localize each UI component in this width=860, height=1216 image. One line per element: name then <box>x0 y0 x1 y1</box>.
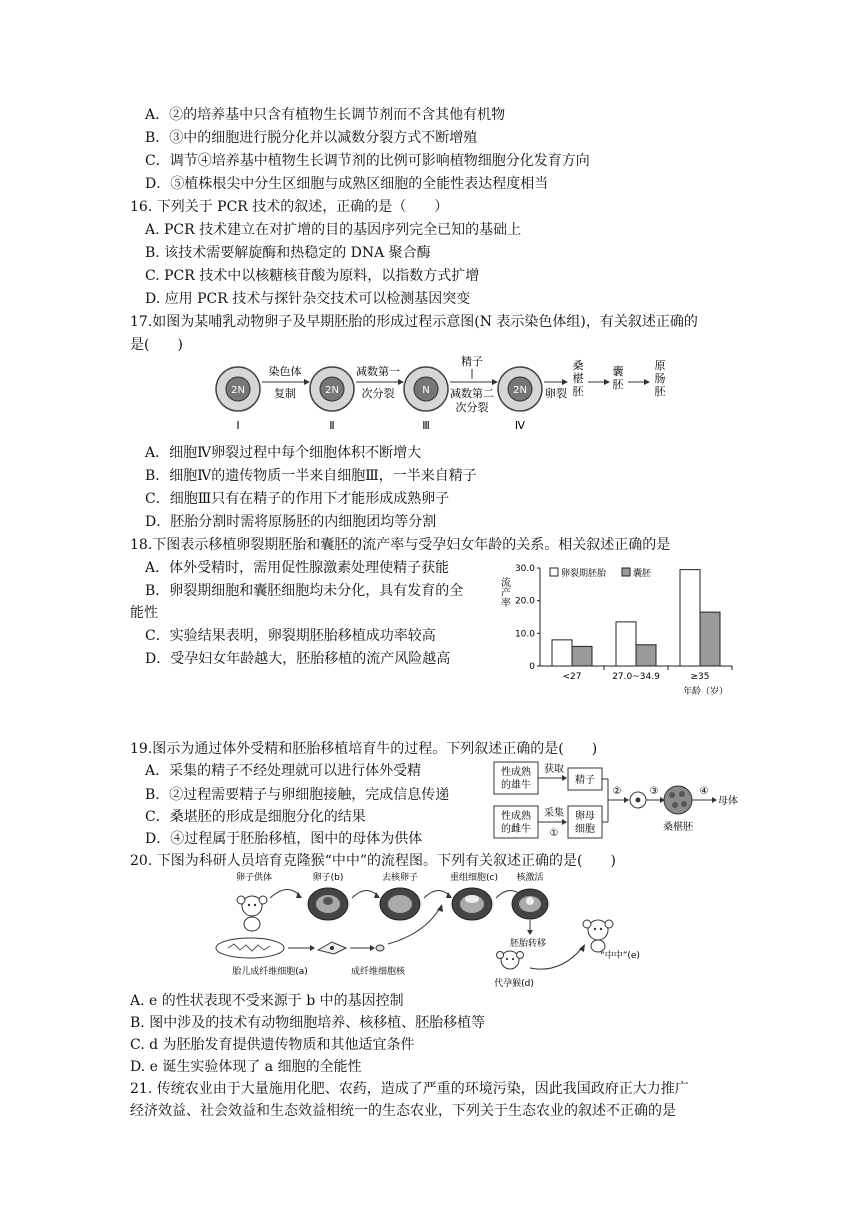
q17-stem-cont: 是( ) <box>130 337 183 353</box>
bar-卵裂期胚胎-<27 <box>552 640 572 666</box>
morula-char-1: 桑 <box>572 359 584 372</box>
y-tick-label: 0 <box>529 662 535 672</box>
legend-swatch-1 <box>622 568 630 576</box>
arrow2-top: 减数第一 <box>356 365 400 378</box>
svg-text:细胞: 细胞 <box>575 824 595 835</box>
svg-text:的雌牛: 的雌牛 <box>501 824 531 835</box>
step4-label: ④ <box>699 786 709 797</box>
x-tick-label: <27 <box>562 672 582 682</box>
step1-label: ① <box>549 828 559 839</box>
bar-囊胚-≥35 <box>700 612 720 666</box>
svg-text:性成熟: 性成熟 <box>501 811 531 822</box>
q20-cloning-diagram <box>210 868 670 990</box>
blastula-char-1: 囊 <box>612 365 624 378</box>
cleavage-label: 卵裂 <box>545 387 567 400</box>
svg-text:2N: 2N <box>231 385 245 396</box>
svg-text:Ⅳ: Ⅳ <box>514 419 526 432</box>
q18-option-d: D．受孕妇女年龄越大，胚胎移植的流产风险越高 <box>145 651 451 667</box>
x-axis-label: 年龄（岁） <box>682 687 728 697</box>
q19-ivf-diagram <box>490 760 740 848</box>
donor-monkey-icon <box>237 896 267 931</box>
legend-swatch-0 <box>550 568 558 576</box>
q19-option-c: C．桑堪胚的形成是细胞分化的结果 <box>145 809 366 825</box>
morula-char-3: 胚 <box>572 385 584 398</box>
svg-text:Ⅲ: Ⅲ <box>422 419 430 432</box>
q18-option-b: B．卵裂期细胞和囊胚细胞均未分化，具有发育的全 <box>145 583 464 599</box>
q18-option-b-cont: 能性 <box>130 605 158 621</box>
cell-4 <box>498 367 542 432</box>
q17-oocyte-diagram <box>210 355 680 435</box>
mother-label: 母体 <box>718 796 738 807</box>
svg-text:N: N <box>422 385 430 396</box>
arrow1-top: 染色体 <box>268 365 302 378</box>
svg-text:精子: 精子 <box>575 775 595 786</box>
q18-bar-chart <box>490 558 740 698</box>
q19-stem: 19.图示为通过体外受精和胚胎移植培育牛的过程。下列叙述正确的是( ) <box>130 741 598 757</box>
y-tick-label: 30.0 <box>514 564 535 574</box>
q15-option-d: D．⑤植株根尖中分生区细胞与成熟区细胞的全能性表达程度相当 <box>145 176 549 192</box>
cell-3 <box>404 367 448 432</box>
cell-1 <box>216 367 260 432</box>
bar-卵裂期胚胎-≥35 <box>680 570 700 666</box>
q21-stem: 21. 传统农业由于大量施用化肥、农药，造成了严重的环境污染，因此我国政府正大力推广 <box>130 1081 689 1097</box>
q19-option-a: A．采集的精子不经处理就可以进行体外受精 <box>145 763 422 779</box>
donor-label: 卵子供体 <box>235 873 273 883</box>
arrow3-bottom: 次分裂 <box>455 401 489 414</box>
legend-label-1: 囊胚 <box>633 569 652 579</box>
y-tick-label: 10.0 <box>514 629 535 640</box>
q15-option-b: B．③中的细胞进行脱分化并以减数分裂方式不断增殖 <box>145 130 478 146</box>
gastrula-char-2: 肠 <box>654 372 666 385</box>
q20-option-a: A. e 的性状表现不受来源于 b 中的基因控制 <box>130 993 404 1009</box>
surrogate-label: 代孕猴(d) <box>494 979 534 989</box>
bar-囊胚-27.0~34.9 <box>636 645 656 666</box>
surrogate-monkey-icon <box>497 951 524 969</box>
svg-text:的雄牛: 的雄牛 <box>501 780 531 791</box>
bar-卵裂期胚胎-27.0~34.9 <box>616 622 636 666</box>
fibroblast-label: 胎儿成纤维细胞(a) <box>232 967 308 977</box>
sperm-label: 精子 <box>461 355 483 368</box>
fibroblast-dish-icon <box>216 938 284 958</box>
q16-option-c: C. PCR 技术中以核糖核苷酸为原料，以指数方式扩增 <box>145 268 480 284</box>
q19-option-b: B．②过程需要精子与卵细胞接触，完成信息传递 <box>145 787 450 803</box>
q20-option-b: B. 图中涉及的技术有动物细胞培养、核移植、胚胎移植等 <box>130 1015 486 1031</box>
q19-option-d: D．④过程属于胚胎移植，图中的母体为供体 <box>145 831 423 847</box>
collect-label: 采集 <box>544 808 564 819</box>
q17-option-a: A．细胞Ⅳ卵裂过程中每个细胞体积不断增大 <box>145 445 422 461</box>
step3-label: ③ <box>649 786 659 797</box>
svg-text:Ⅰ: Ⅰ <box>236 419 240 432</box>
q15-option-c: C．调节④培养基中植物生长调节剂的比例可影响植物细胞分化发育方向 <box>145 153 590 169</box>
x-tick-label: ≥35 <box>690 672 710 682</box>
cell-2 <box>310 367 354 432</box>
gastrula-char-1: 原 <box>654 359 666 372</box>
arrow3-top: 减数第二 <box>450 387 494 400</box>
legend-label-0: 卵裂期胚胎 <box>561 569 607 579</box>
q17-option-d: D．胚胎分割时需将原肠胚的内细胞团均等分割 <box>145 514 437 530</box>
svg-text:2N: 2N <box>325 385 339 396</box>
arrow1-bottom: 复制 <box>274 387 296 400</box>
enucleated-label: 去核卵子 <box>381 873 419 883</box>
q20-option-c: C. d 为胚胎发育提供遗传物质和其他适宜条件 <box>130 1037 415 1053</box>
y-axis-label: 流产率 <box>498 577 510 607</box>
arrow2-bottom: 次分裂 <box>361 387 395 400</box>
q18-stem: 18.下图表示移植卵裂期胚胎和囊胚的流产率与受孕妇女年龄的关系。相关叙述正确的是 <box>130 537 671 553</box>
q18-option-c: C．实验结果表明，卵裂期胚胎移植成功率较高 <box>145 628 436 644</box>
fibroblast-nucleus <box>376 945 384 951</box>
q16-stem: 16. 下列关于 PCR 技术的叙述，正确的是（ ） <box>130 199 449 215</box>
obtain-label: 获取 <box>544 764 564 775</box>
q20-stem: 20. 下图为科研人员培育克隆猴“中中”的流程图。下列有关叙述正确的是( ) <box>130 853 616 869</box>
q17-stem: 17.如图为某哺乳动物卵子及早期胚胎的形成过程示意图(N 表示染色体组)，有关叙述正确的 <box>130 314 698 330</box>
gastrula-char-3: 胚 <box>654 385 666 398</box>
zhongzhong-monkey-icon <box>583 920 613 952</box>
bar-囊胚-<27 <box>572 646 592 666</box>
svg-text:卵母: 卵母 <box>575 811 595 822</box>
q21-stem-cont: 经济效益、社会效益和生态效益相统一的生态农业，下列关于生态农业的叙述不正确的是 <box>130 1103 676 1119</box>
svg-text:性成熟: 性成熟 <box>501 767 531 778</box>
zhongzhong-label: “中中”(e) <box>600 951 640 961</box>
q15-option-a: A．②的培养基中只含有植物生长调节剂而不含其他有机物 <box>145 107 506 123</box>
q18-option-a: A．体外受精时，需用促性腺激素处理使精子获能 <box>145 560 450 576</box>
recombined-label: 重组细胞(c) <box>450 873 498 883</box>
egg-b-label: 卵子(b) <box>312 873 344 883</box>
y-tick-label: 20.0 <box>514 596 535 607</box>
x-tick-label: 27.0~34.9 <box>612 672 660 682</box>
q20-option-d: D. e 诞生实验体现了 a 细胞的全能性 <box>130 1059 362 1075</box>
morula-label: 桑椹胚 <box>663 822 693 833</box>
morula-char-2: 椹 <box>572 372 584 385</box>
activation-label: 核激活 <box>516 873 544 883</box>
step2-label: ② <box>612 786 622 797</box>
q17-option-b: B．细胞Ⅳ的遗传物质一半来自细胞Ⅲ，一半来自精子 <box>145 468 477 484</box>
q17-option-c: C．细胞Ⅲ只有在精子的作用下才能形成成熟卵子 <box>145 491 450 507</box>
svg-text:Ⅱ: Ⅱ <box>329 419 335 432</box>
q16-option-b: B. 该技术需要解旋酶和热稳定的 DNA 聚合酶 <box>145 245 431 261</box>
nucleus-label: 成纤维细胞核 <box>350 967 406 977</box>
q16-option-d: D. 应用 PCR 技术与探针杂交技术可以检测基因突变 <box>145 291 471 307</box>
blastula-char-2: 胚 <box>612 378 624 391</box>
svg-text:2N: 2N <box>513 385 527 396</box>
transfer-label: 胚胎转移 <box>509 939 547 949</box>
q16-option-a: A. PCR 技术建立在对扩增的目的基因序列完全已知的基础上 <box>145 222 522 238</box>
morula <box>664 786 692 814</box>
